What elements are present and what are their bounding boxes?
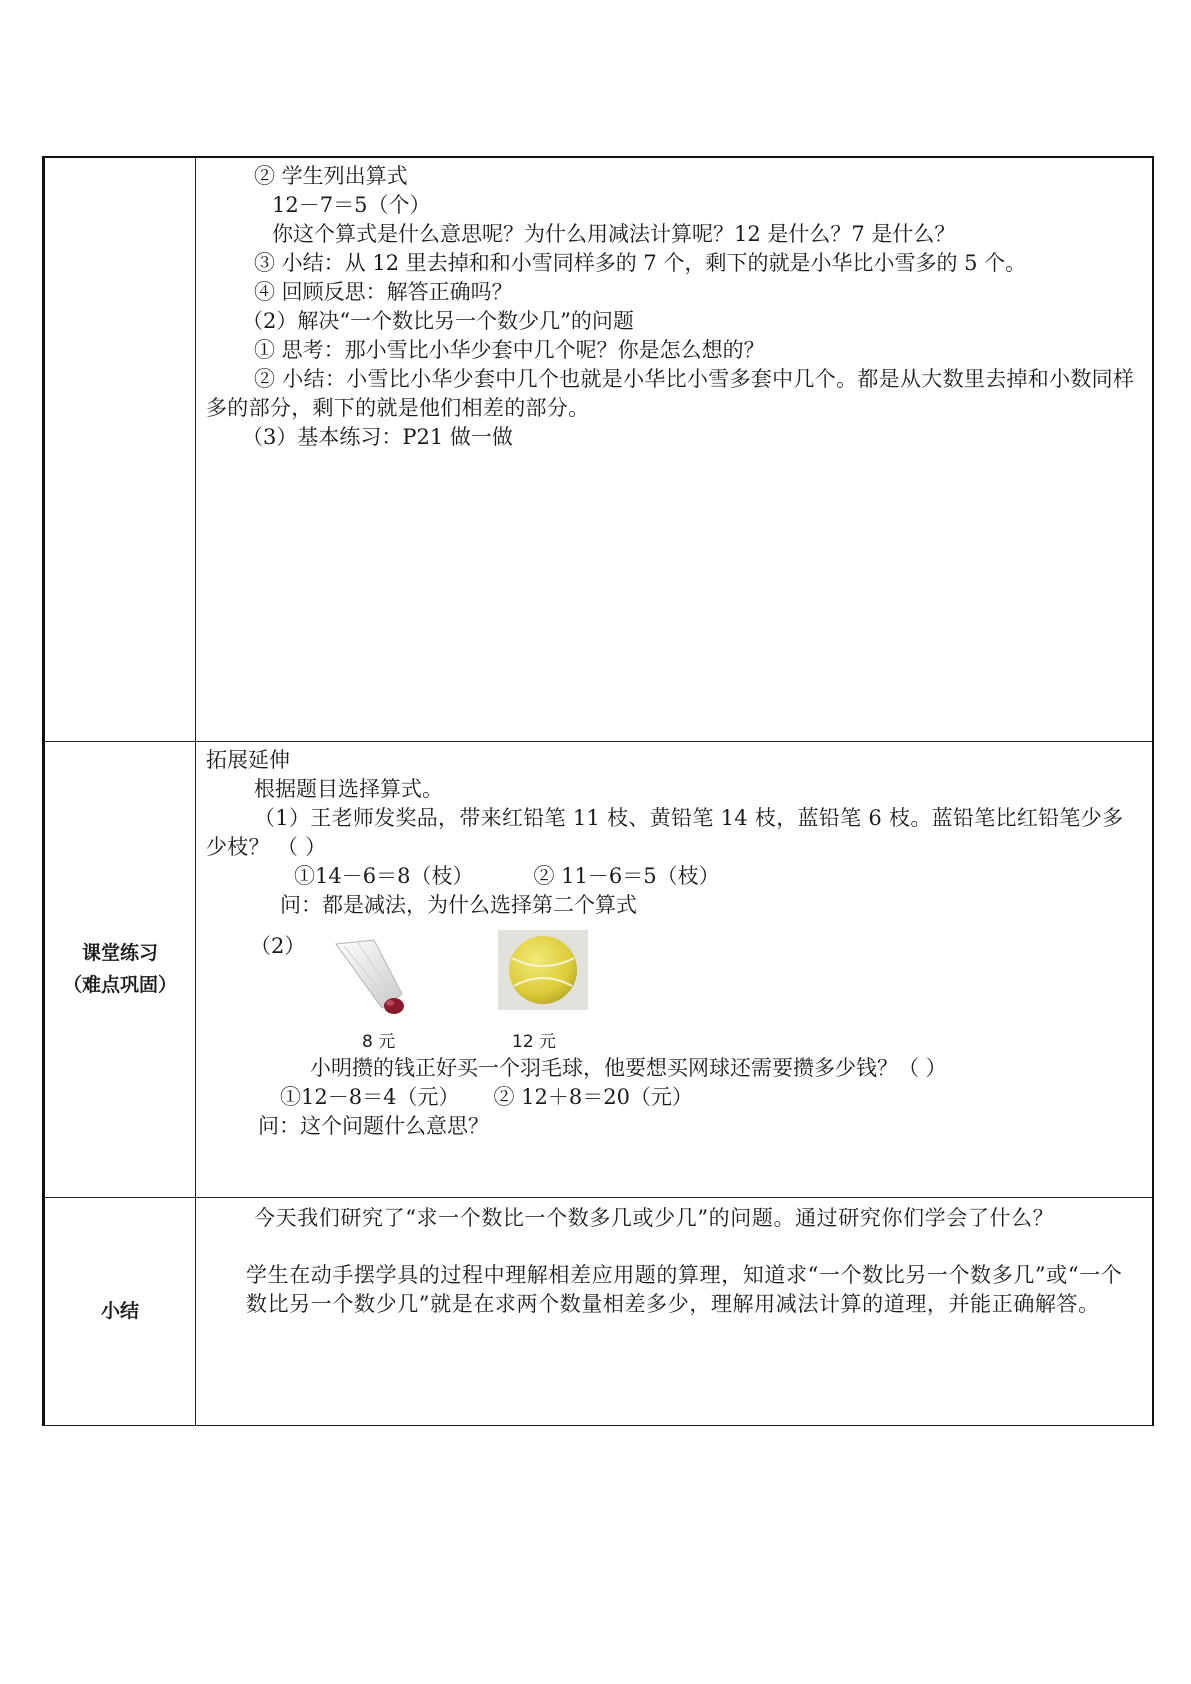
question-1-text: （1）王老师发奖品，带来红铅笔 11 枝、黄铅笔 14 枝，蓝铅笔 6 枝。蓝铅笔比红铅笔少多少枝？ （ ） [206, 805, 1124, 859]
question-2-number: （2） [250, 933, 306, 958]
tennis-ball-photo [498, 930, 588, 1010]
shuttlecock-price: 8 元 [362, 1031, 396, 1052]
step-summary: ③ 小结：从 12 里去掉和和小雪同样多的 7 个，剩下的就是小华比小雪多的 5 个。 [254, 251, 1027, 275]
row-label-practice [44, 741, 196, 1197]
option-b: ② 11－6＝5（枝） [533, 863, 720, 888]
table-row [44, 1197, 1154, 1425]
row-label-summary [44, 1197, 196, 1425]
row-content-practice [196, 741, 1154, 1197]
step-think: ① 思考：那小雪比小华少套中几个呢？你是怎么想的？ [254, 338, 765, 362]
question-2-prompt: 问：这个问题什么意思？ [258, 1113, 489, 1138]
shuttlecock-icon [330, 938, 414, 1018]
label-line: 课堂练习 [81, 942, 158, 964]
lesson-plan-table [42, 156, 1154, 1426]
question-2-images [206, 928, 1142, 1052]
question-2-options [206, 1083, 1142, 1112]
question-1-options [206, 862, 1142, 891]
step-summary-2: ② 小结：小雪比小华少套中几个也就是小华比小雪多套中几个。都是从大数里去掉和小数同样多的部分，剩下的就是他们相差的部分。 [206, 367, 1135, 420]
summary-question: 今天我们研究了“求一个数比一个数多几或少几”的问题。通过研究你们学会了什么？ [254, 1205, 1055, 1230]
option-a: ①14－6＝8（枝） [294, 863, 474, 888]
row-label-empty [44, 157, 196, 741]
formula-line: 12－7＝5（个） [272, 193, 431, 217]
option-a: ①12－8＝4（元） [280, 1084, 460, 1109]
basic-practice: （3）基本练习：P21 做一做 [242, 425, 513, 449]
row-content-summary [196, 1197, 1154, 1425]
question-1-prompt: 问：都是减法，为什么选择第二个算式 [280, 892, 637, 917]
label-line: （难点巩固） [62, 974, 177, 996]
option-b: ② 12＋8＝20（元） [493, 1084, 693, 1109]
table-row [44, 741, 1154, 1197]
table-row [44, 157, 1154, 741]
step-list-formula: ② 学生列出算式 [254, 164, 408, 188]
teacher-question: 你这个算式是什么意思呢？为什么用减法计算呢？12 是什么？7 是什么？ [272, 222, 956, 246]
label-line: 小结 [100, 1300, 139, 1322]
question-2-text: 小明攒的钱正好买一个羽毛球，他要想买网球还需要攒多少钱？（ ） [310, 1055, 947, 1080]
step-review: ④ 回顾反思：解答正确吗？ [254, 280, 513, 304]
section-heading: 拓展延伸 [206, 747, 290, 772]
row-content-activity [196, 157, 1154, 741]
intro-text: 根据题目选择算式。 [254, 776, 443, 801]
section-heading-less: （2）解决“一个数比另一个数少几”的问题 [242, 309, 634, 333]
tennis-ball-icon [498, 930, 588, 1010]
summary-paragraph: 学生在动手摆学具的过程中理解相差应用题的算理，知道求“一个数比另一个数多几”或“一个数比另一个数少几”就是在求两个数量相差多少，理解用减法计算的道理，并能正确解答。 [246, 1262, 1123, 1316]
tennis-ball-price: 12 元 [512, 1031, 557, 1052]
